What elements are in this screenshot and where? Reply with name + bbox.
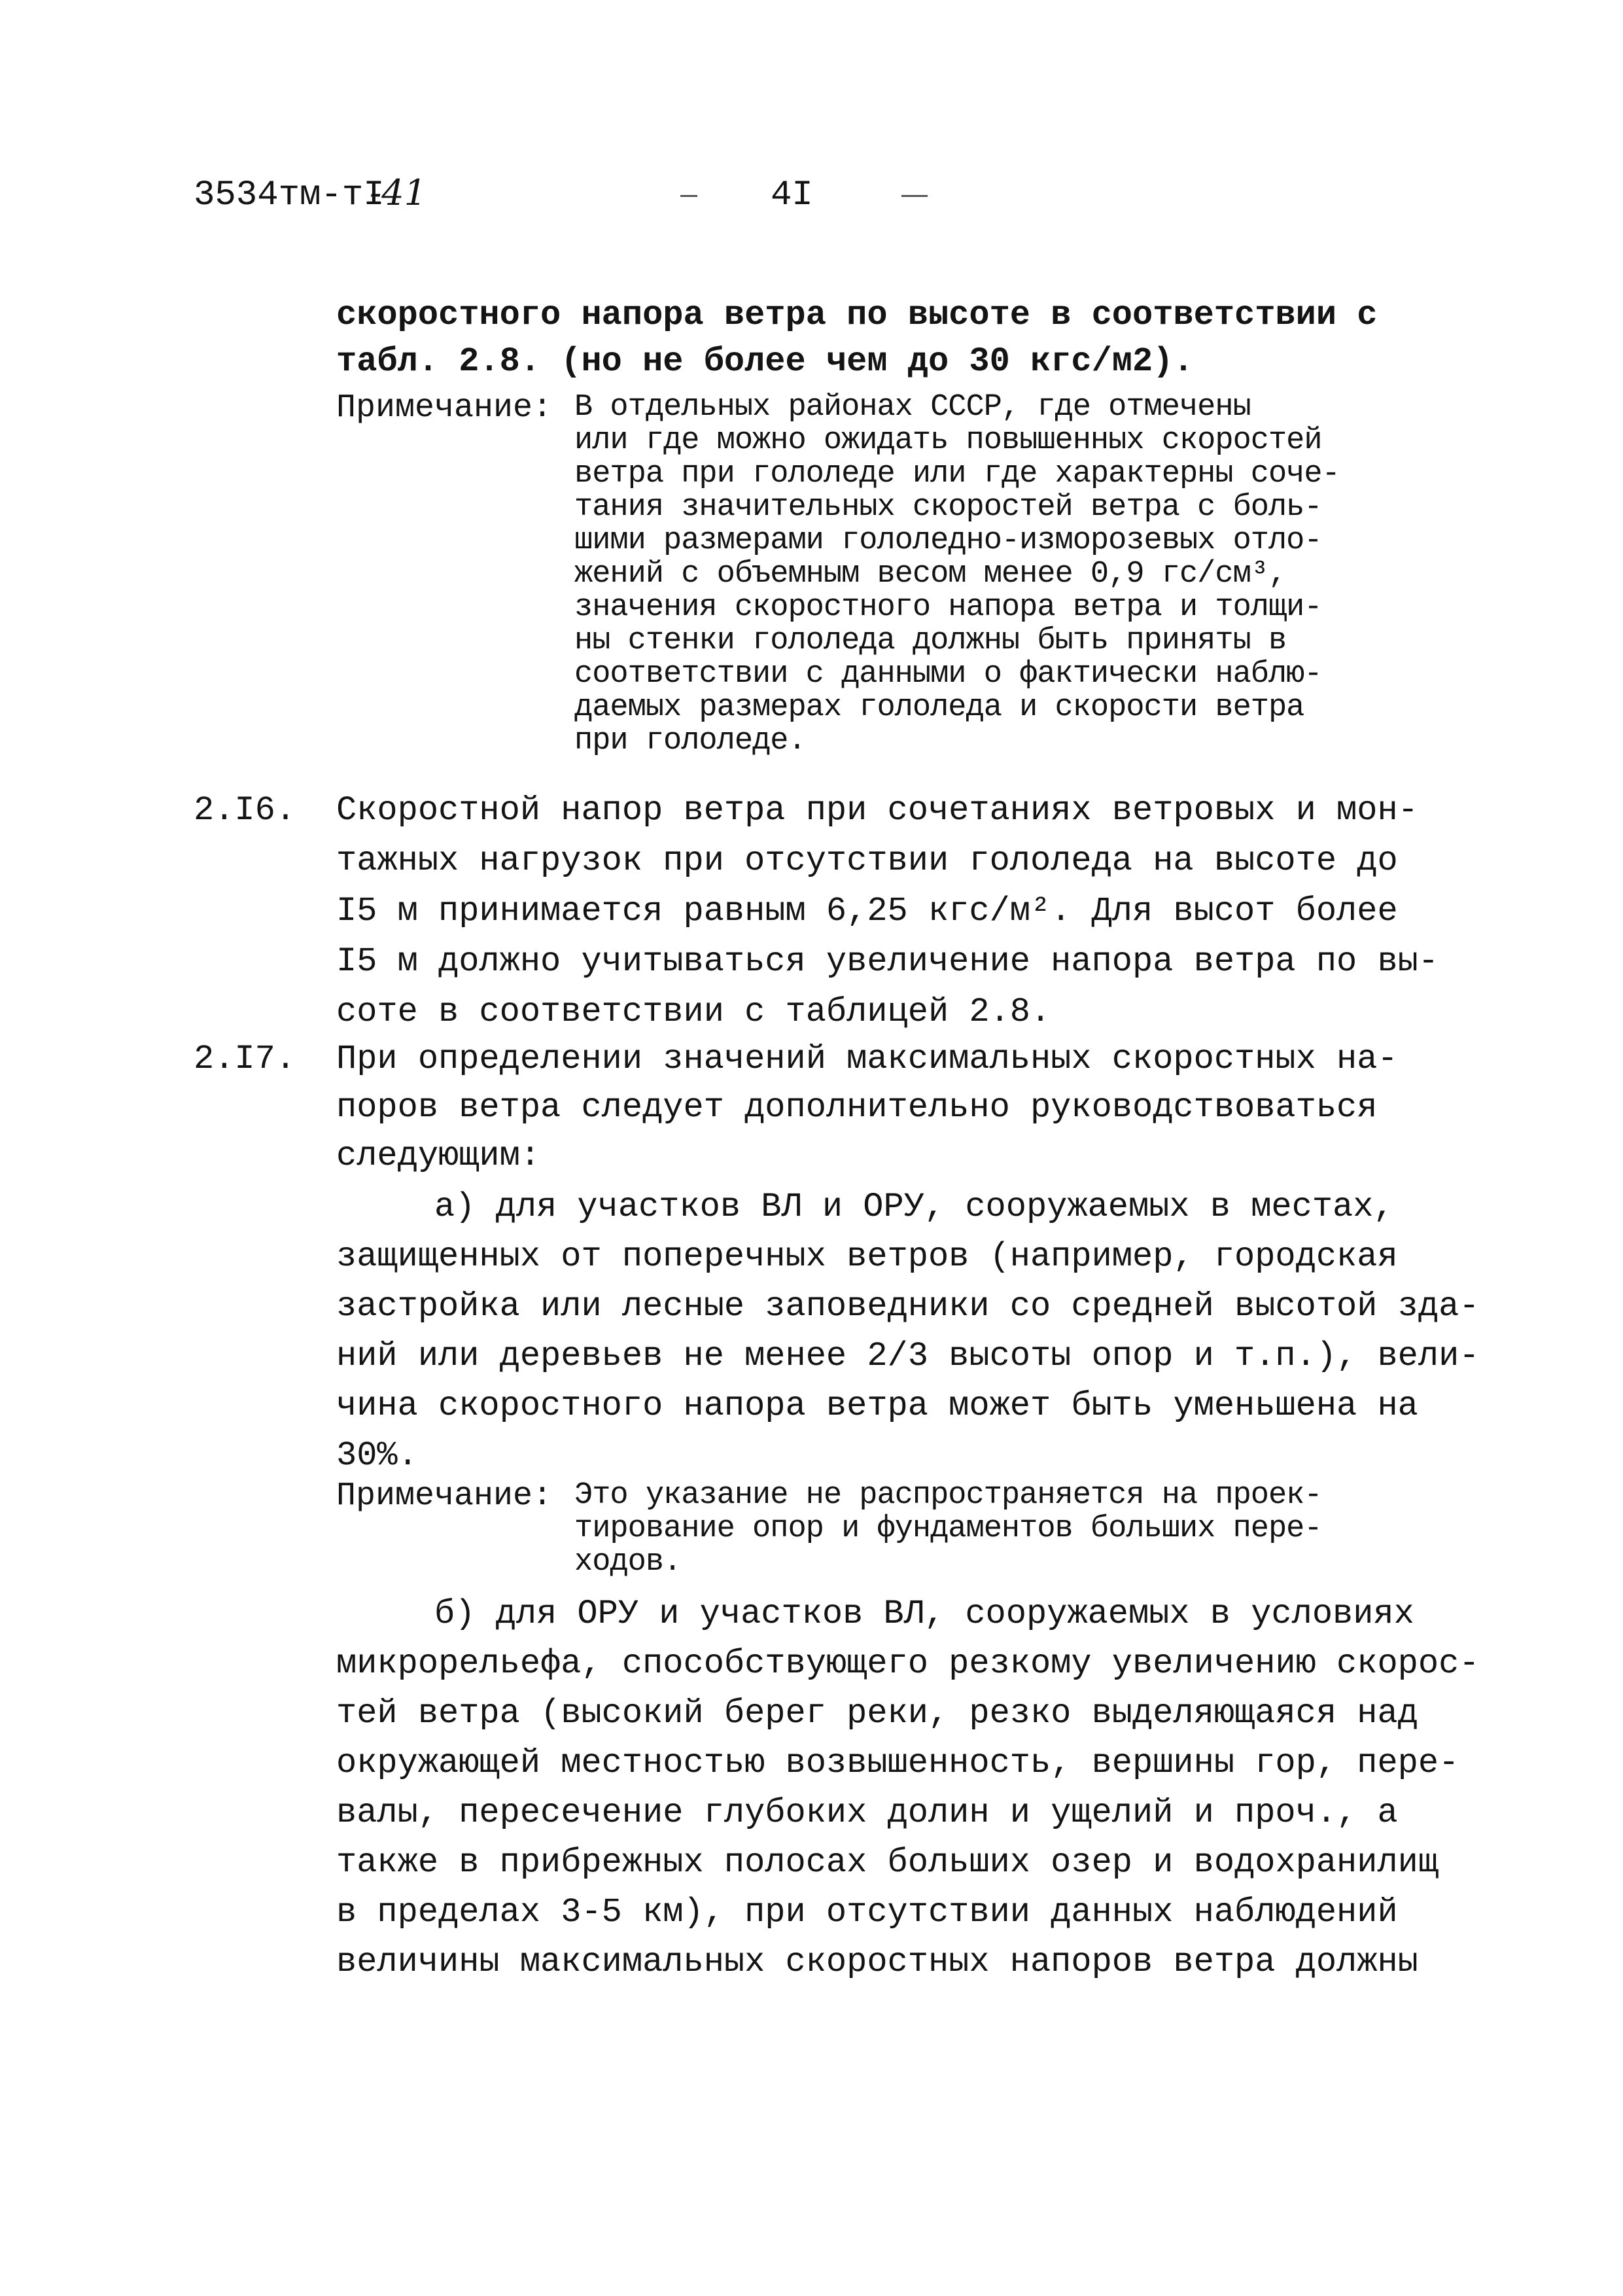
document-code: 3534тм-тI [194,175,385,215]
header-dash-left [680,195,697,197]
note-label: Примечание: [336,389,553,427]
section-number: 2.I7. [194,1040,296,1078]
section-line: тажных нагрузок при отсутствии гололеда на высоте до [336,841,1398,880]
item-line: а) для участков ВЛ и ОРУ, сооружаемых в местах, [434,1188,1394,1226]
note-line: Это указание не распространяется на проек- [574,1478,1322,1513]
section-line: поров ветра следует дополнительно руководствоваться [336,1088,1378,1127]
item-line: защищенных от поперечных ветров (например, городская [336,1237,1398,1276]
item-line: чина скоростного напора ветра может быть уменьшена на [336,1386,1418,1425]
item-line: валы, пересечение глубоких долин и ущелий и проч., а [336,1793,1398,1832]
note-line: при гололеде. [574,724,806,758]
note-line: В отдельных районах СССР, где отмечены [574,390,1251,425]
section-line: При определении значений максимальных скоростных на- [336,1040,1398,1078]
item-line: б) для ОРУ и участков ВЛ, сооружаемых в условиях [434,1595,1414,1633]
note-line: жений с объемным весом менее 0,9 гс/см³, [574,557,1287,592]
section-line: I5 м принимается равным 6,25 кгс/м². Для высот более [336,892,1398,930]
note-line: соответствии с данными о фактически наблю- [574,657,1322,692]
page-number: 4I [771,175,813,215]
item-line: тей ветра (высокий берег реки, резко выделяющаяся над [336,1694,1418,1733]
section-line: следующим: [336,1137,541,1175]
continuation-line: скоростного напора ветра по высоте в соответствии с [336,296,1378,334]
note-line: тирование опор и фундаментов больших пере- [574,1511,1322,1546]
item-line: окружающей местностью возвышенность, вершины гор, пере- [336,1744,1459,1782]
note-line: ходов. [574,1545,682,1580]
item-line: ний или деревьев не менее 2/3 высоты опор и т.п.), вели- [336,1337,1480,1375]
note-line: значения скоростного напора ветра и толщи- [574,590,1322,625]
section-line: I5 м должно учитываться увеличение напора ветра по вы- [336,942,1439,981]
note-line: ны стенки гололеда должны быть приняты в [574,624,1287,658]
section-line: Скоростной напор ветра при сочетаниях ветровых и мон- [336,791,1418,830]
item-line: 30%. [336,1436,418,1475]
item-line: застройка или лесные заповедники со средней высотой зда- [336,1287,1480,1326]
header-dash-right [901,195,928,197]
note-line: или где можно ожидать повышенных скоростей [574,423,1322,458]
note-line: тания значительных скоростей ветра с боль- [574,490,1322,525]
continuation-line: табл. 2.8. (но не более чем до 30 кгс/м2). [336,342,1194,381]
item-line: в пределах 3-5 км), при отсутствии данных наблюдений [336,1893,1398,1932]
note-line: ветра при гололеде или где характерны соче- [574,457,1340,491]
note-label: Примечание: [336,1477,553,1515]
item-line: микрорельефа, способствующего резкому увеличению скорос- [336,1644,1480,1683]
note-line: шими размерами гололедно-изморозевых отло- [574,523,1322,558]
note-line: даемых размерах гололеда и скорости ветра [574,690,1304,725]
section-line: соте в соответствии с таблицей 2.8. [336,993,1051,1031]
section-number: 2.I6. [194,791,296,830]
handwritten-page-mark: -41 [370,172,427,213]
item-line: величины максимальных скоростных напоров ветра должны [336,1943,1418,1981]
item-line: также в прибрежных полосах больших озер и водохранилищ [336,1843,1439,1882]
